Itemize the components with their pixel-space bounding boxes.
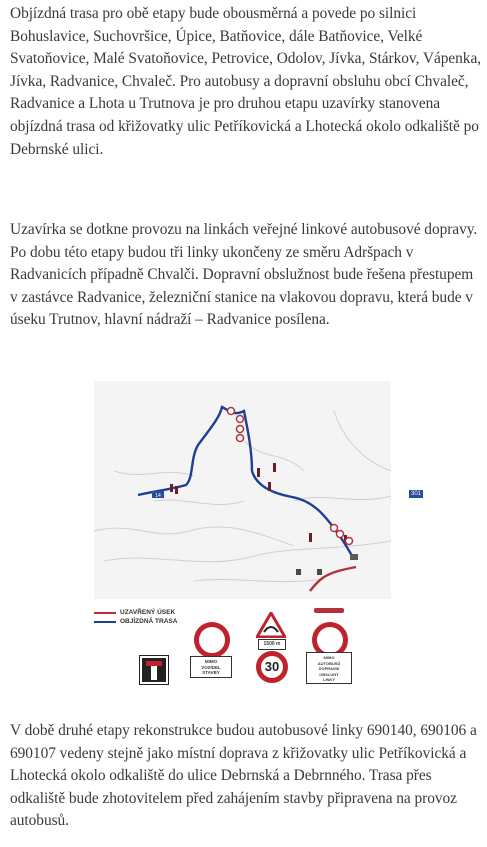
exception-plate-construction (190, 656, 232, 678)
paragraph-bus-impact: Uzavírka se dotkne provozu na linkách veřejné linkové autobusové dopravy. Po dobu této etapy budou tři linky ukončeny ze směru Adršpach v Radvanicích případně Chvalči. Dopravní obslužnost bude řešena přestupem v zastávce Radvanice, železniční stanice na vlakovou dopravu, která bude v úseku Trutnov, hlavní nádraží – Radvanice posílena. (10, 221, 478, 329)
uneven-road-warning-sign (256, 612, 286, 638)
legend-detour-label: OBJÍZDNÁ TRASA (120, 618, 178, 625)
road-marker-right (409, 490, 423, 498)
legend-detour-swatch (94, 621, 116, 623)
exception-plate-line: STAVBY (202, 670, 220, 675)
exception-plate-line: LINKY (323, 677, 335, 682)
distance-plate (258, 639, 286, 650)
exception-plate-line: OBSLUHY (319, 671, 339, 677)
map-background (94, 381, 391, 599)
legend-closed-swatch (94, 612, 116, 614)
exception-plate-line: AUTOBUSŮ (317, 660, 341, 666)
speed-limit-sign (256, 651, 288, 683)
exception-plate-line: DOPRAVNÍ (318, 666, 340, 671)
speed-limit-value: 30 (264, 659, 280, 674)
exception-plate-line: VOZIDEL (201, 664, 221, 670)
closure-bar-sign (314, 608, 344, 613)
road-marker-right-label: 301 (410, 491, 421, 497)
distance-plate-label: 1500 m (263, 641, 281, 647)
legend-closed-label: UZAVŘENÝ ÚSEK (120, 609, 176, 616)
traffic-signs (140, 608, 360, 688)
exception-plate-bus (306, 652, 352, 684)
exception-plate-line: MIMO (204, 659, 218, 664)
dead-end-sign (140, 656, 168, 684)
road-marker-left-label: 14 (155, 493, 161, 499)
no-vehicles-sign (194, 622, 230, 658)
exception-plate-line: MIMO (323, 655, 335, 660)
paragraph-detour-route: Objízdná trasa pro obě etapy bude obousměrná a povede po silnici Bohuslavice, Suchovršice, Úpice, Batňovice, dále Batňovice, Velké Svatoňovice, Malé Svatoňovice, Petrovice, Odolov, Jívka, Stárkov, Vápenka, Jívka, Radvanice, Chvaleč. Pro autobusy a dopravní obsluhu obcí Chvaleč, Radvanice a Lhota u Trutnova je pro druhou etapu uzavírky stanovena objízdná trasa od křižovatky ulic Petříkovická a Lhotecká okolo odkaliště po Debrnské ulici. (10, 5, 482, 158)
paragraph-bus-lines: V době druhé etapy rekonstrukce budou autobusové linky 690140, 690106 a 690107 vedeny stejně jako místní doprava z křižovatky ulic Petříkovická a Lhotecká okolo odkaliště do ulice Debrnská a Debrnného. Trasa přes odkaliště bude zhotovitelem před zahájením stavby připravena na provoz autobusů. (10, 722, 477, 830)
